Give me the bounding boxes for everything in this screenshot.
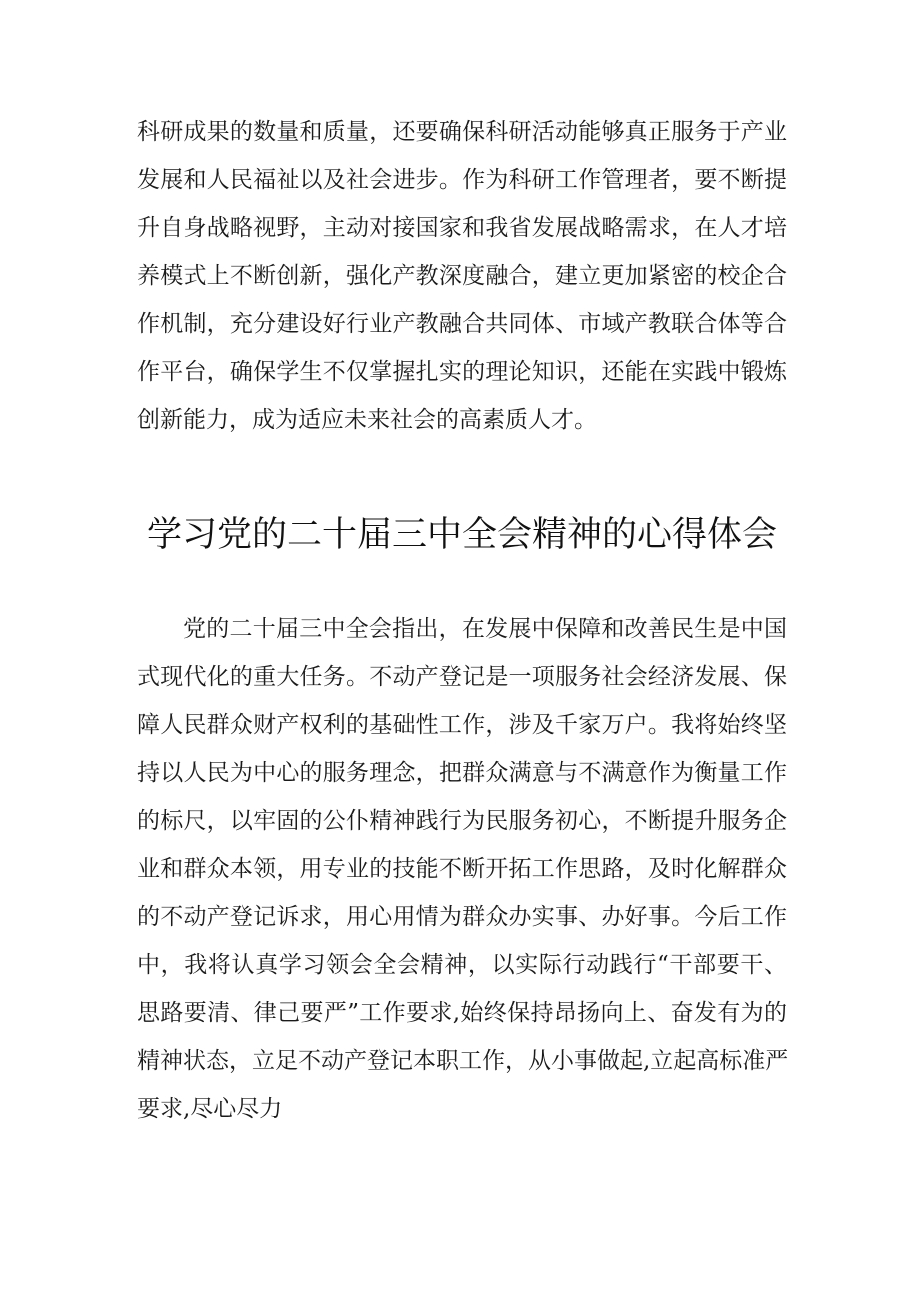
paragraph-line: 发展和人民福祉以及社会进步。作为科研工作管理者，要不断提	[137, 167, 787, 193]
paragraph-line: 作机制，充分建设好行业产教融合共同体、市域产教联合体等合	[137, 311, 787, 337]
paragraph-line: 升自身战略视野，主动对接国家和我省发展战略需求，在人才培	[137, 215, 787, 241]
paragraph-line: 的标尺，以牢固的公仆精神践行为民服务初心，不断提升服务企	[137, 808, 787, 834]
paragraph-line: 业和群众本领，用专业的技能不断开拓工作思路，及时化解群众	[137, 856, 787, 882]
section-heading: 学习党的二十届三中全会精神的心得体会	[147, 515, 778, 555]
paragraph-line: 持以人民为中心的服务理念，把群众满意与不满意作为衡量工作	[137, 760, 787, 786]
paragraph-line: 中，我将认真学习领会全会精神，以实际行动践行“干部要干、	[137, 952, 787, 978]
paragraph-line: 障人民群众财产权利的基础性工作，涉及千家万户。我将始终坚	[137, 712, 787, 738]
paragraph-line: 养模式上不断创新，强化产教深度融合，建立更加紧密的校企合	[137, 263, 787, 289]
paragraph-line: 式现代化的重大任务。不动产登记是一项服务社会经济发展、保	[137, 664, 787, 690]
paragraph-line: 科研成果的数量和质量，还要确保科研活动能够真正服务于产业	[137, 119, 787, 145]
paragraph-line: 要求,尽心尽力	[137, 1096, 283, 1122]
paragraph-line: 的不动产登记诉求，用心用情为群众办实事、办好事。今后工作	[137, 904, 787, 930]
paragraph-line: 思路要清、律己要严”工作要求,始终保持昂扬向上、奋发有为的	[137, 1000, 787, 1026]
paragraph-line: 作平台，确保学生不仅掌握扎实的理论知识，还能在实践中锻炼	[137, 359, 787, 385]
paragraph-line: 创新能力，成为适应未来社会的高素质人才。	[137, 407, 597, 433]
paragraph-line: 党的二十届三中全会指出，在发展中保障和改善民生是中国	[183, 616, 787, 642]
paragraph-line: 精神状态，立足不动产登记本职工作，从小事做起,立起高标准严	[137, 1048, 789, 1074]
